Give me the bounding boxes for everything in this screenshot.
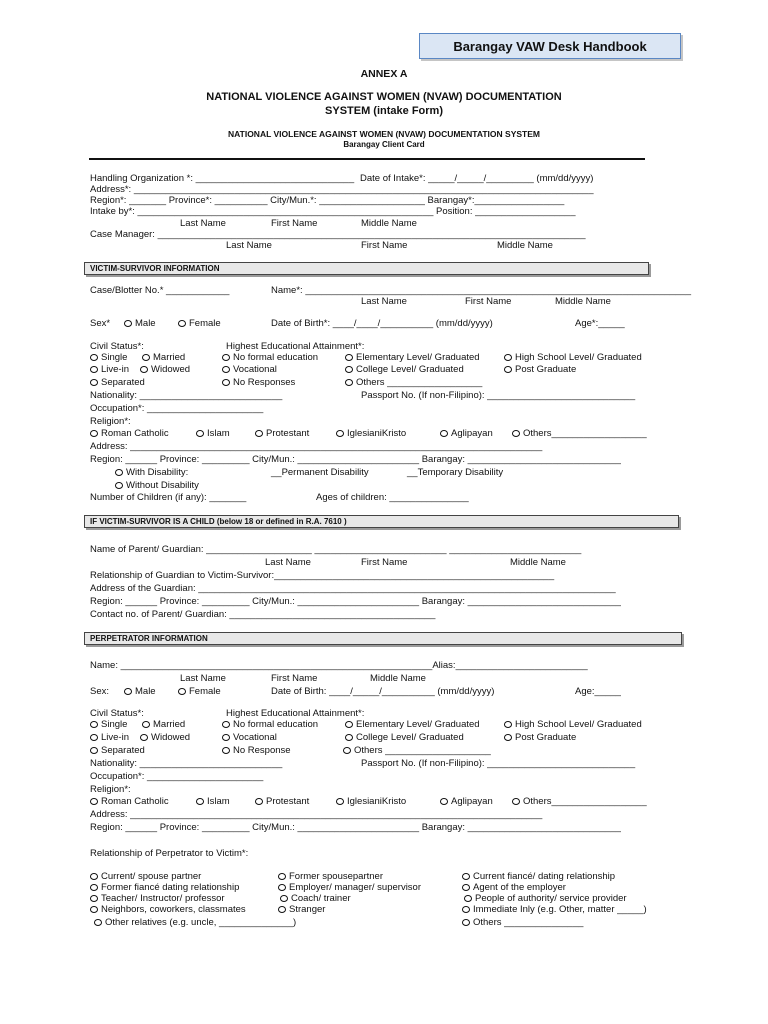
rel-current-spouse-radio[interactable]: Current/ spouse partner bbox=[90, 872, 201, 882]
perp-religion-label: Religion*: bbox=[90, 784, 131, 795]
rel-stranger-radio[interactable]: Stranger bbox=[278, 905, 325, 915]
victim-temporary-disability[interactable]: __Temporary Disability bbox=[407, 467, 504, 478]
radio-circle-icon bbox=[90, 721, 98, 728]
radio-circle-icon bbox=[504, 721, 512, 728]
parent-name-field[interactable]: Name of Parent/ Guardian: ____________________ _________________________ _________________________ bbox=[90, 544, 582, 555]
victim-roman-catholic-radio[interactable]: Roman Catholic bbox=[90, 429, 169, 439]
victim-address-field[interactable]: Address: ______________________________________________________________________________ bbox=[90, 441, 543, 452]
radio-circle-icon bbox=[124, 320, 132, 327]
radio-circle-icon bbox=[462, 884, 470, 891]
victim-passport-field[interactable]: Passport No. (If non-Filipino): ____________________________ bbox=[361, 390, 636, 401]
perp-elementary-radio[interactable]: Elementary Level/ Graduated bbox=[345, 720, 480, 730]
case-manager-field[interactable]: Case Manager: _________________________________________________________________________________ bbox=[90, 229, 586, 240]
victim-live-in-radio[interactable]: Live-in bbox=[90, 365, 129, 375]
victim-middle-name-label: Middle Name bbox=[555, 296, 611, 307]
radio-circle-icon bbox=[90, 798, 98, 805]
radio-circle-icon bbox=[222, 379, 230, 386]
radio-circle-icon bbox=[115, 469, 123, 476]
rel-neighbors-radio[interactable]: Neighbors, coworkers, classmates bbox=[90, 905, 246, 915]
victim-without-disability-radio[interactable]: Without Disability bbox=[115, 481, 199, 491]
victim-dob-field[interactable]: Date of Birth*: ____/____/__________ (mm/dd/yyyy) bbox=[271, 318, 493, 329]
victim-vocational-radio[interactable]: Vocational bbox=[222, 365, 277, 375]
victim-others-radio[interactable]: Others __________________ bbox=[345, 378, 482, 388]
victim-no-responses-radio[interactable]: No Responses bbox=[222, 378, 295, 388]
parent-middle-name-label: Middle Name bbox=[510, 557, 566, 568]
radio-circle-icon bbox=[504, 734, 512, 741]
rel-former-fiance-radio[interactable]: Former fiancé dating relationship bbox=[90, 883, 239, 893]
perp-separated-radio[interactable]: Separated bbox=[90, 746, 145, 756]
radio-circle-icon bbox=[90, 734, 98, 741]
case-blotter-field[interactable]: Case/Blotter No.* ____________ bbox=[90, 285, 230, 296]
rel-others-radio[interactable]: Others _______________ bbox=[462, 918, 583, 928]
radio-circle-icon bbox=[345, 379, 353, 386]
victim-college-radio[interactable]: College Level/ Graduated bbox=[345, 365, 464, 375]
perp-sex-male-radio[interactable]: Male bbox=[124, 687, 156, 697]
address-field[interactable]: Address*: _______________________________________________________________________________________ bbox=[90, 184, 594, 195]
rel-coach-radio[interactable]: Coach/ trainer bbox=[280, 894, 351, 904]
radio-circle-icon bbox=[464, 895, 472, 902]
handling-org-field[interactable]: Handling Organization *: ______________________________ bbox=[90, 173, 355, 184]
handbook-title-box: Barangay VAW Desk Handbook bbox=[419, 33, 681, 59]
perp-iglesia-radio[interactable]: IglesianiKristo bbox=[336, 797, 406, 807]
victim-sex-label: Sex* bbox=[90, 318, 111, 329]
perp-no-response-radio[interactable]: No Response bbox=[222, 746, 291, 756]
radio-circle-icon bbox=[142, 354, 150, 361]
perp-dob-field[interactable]: Date of Birth: ____/_____/__________ (mm/dd/yyyy) bbox=[271, 686, 495, 697]
victim-single-radio[interactable]: Single bbox=[90, 353, 127, 363]
radio-circle-icon bbox=[255, 798, 263, 805]
rel-agent-employer-radio[interactable]: Agent of the employer bbox=[462, 883, 566, 893]
perp-sex-female-radio[interactable]: Female bbox=[178, 687, 221, 697]
guardian-relationship-field[interactable]: Relationship of Guardian to Victim-Survivor:_____________________________________________________ bbox=[90, 570, 555, 581]
radio-circle-icon bbox=[90, 895, 98, 902]
victim-nationality-field[interactable]: Nationality: ___________________________ bbox=[90, 390, 283, 401]
radio-circle-icon bbox=[504, 366, 512, 373]
victim-first-name-label: First Name bbox=[465, 296, 512, 307]
guardian-region-row[interactable]: Region: ______ Province: _________ City/Mun.: _______________________ Barangay: _____________________________ bbox=[90, 596, 621, 607]
perp-no-formal-radio[interactable]: No formal education bbox=[222, 720, 318, 730]
radio-circle-icon bbox=[280, 895, 288, 902]
radio-circle-icon bbox=[196, 798, 204, 805]
perp-islam-radio[interactable]: Islam bbox=[196, 797, 230, 807]
perp-sex-label: Sex: bbox=[90, 686, 110, 697]
victim-islam-radio[interactable]: Islam bbox=[196, 429, 230, 439]
victim-education-label: Highest Educational Attainment*: bbox=[226, 341, 365, 352]
relationship-label: Relationship of Perpetrator to Victim*: bbox=[90, 848, 249, 859]
victim-permanent-disability[interactable]: __Permanent Disability bbox=[271, 467, 369, 478]
perp-middle-name-label: Middle Name bbox=[370, 673, 426, 684]
radio-circle-icon bbox=[462, 906, 470, 913]
victim-high-school-radio[interactable]: High School Level/ Graduated bbox=[504, 353, 642, 363]
radio-circle-icon bbox=[90, 884, 98, 891]
victim-ages-children-field[interactable]: Ages of children: _______________ bbox=[316, 492, 469, 503]
cm-first-name-label: First Name bbox=[361, 240, 408, 251]
radio-circle-icon bbox=[90, 366, 98, 373]
victim-last-name-label: Last Name bbox=[361, 296, 407, 307]
perp-name-field[interactable]: Name: ___________________________________________________________Alias:_________________________ bbox=[90, 660, 588, 671]
victim-civil-status-label: Civil Status*: bbox=[90, 341, 144, 352]
radio-circle-icon bbox=[278, 906, 286, 913]
perp-high-school-radio[interactable]: High School Level/ Graduated bbox=[504, 720, 642, 730]
radio-circle-icon bbox=[345, 721, 353, 728]
radio-circle-icon bbox=[90, 354, 98, 361]
victim-aglipayan-radio[interactable]: Aglipayan bbox=[440, 429, 493, 439]
perp-first-name-label: First Name bbox=[271, 673, 318, 684]
rel-former-spouse-radio[interactable]: Former spousepartner bbox=[278, 872, 383, 882]
victim-widowed-radio[interactable]: Widowed bbox=[140, 365, 190, 375]
victim-children-field[interactable]: Number of Children (if any): _______ bbox=[90, 492, 247, 503]
guardian-address-field[interactable]: Address of the Guardian: _______________________________________________________________________________ bbox=[90, 583, 616, 594]
victim-with-disability-radio[interactable]: With Disability: bbox=[115, 468, 188, 478]
radio-circle-icon bbox=[222, 721, 230, 728]
radio-circle-icon bbox=[512, 430, 520, 437]
region-row[interactable]: Region*: _______ Province*: __________ City/Mun.*: ____________________ Barangay*:_________________ bbox=[90, 195, 565, 206]
radio-circle-icon bbox=[255, 430, 263, 437]
victim-religion-others-radio[interactable]: Others__________________ bbox=[512, 429, 647, 439]
victim-religion-label: Religion*: bbox=[90, 416, 131, 427]
perp-address-field[interactable]: Address: ______________________________________________________________________________ bbox=[90, 809, 543, 820]
radio-circle-icon bbox=[140, 366, 148, 373]
rel-employer-radio[interactable]: Employer/ manager/ supervisor bbox=[278, 883, 421, 893]
victim-section-header: VICTIM-SURVIVOR INFORMATION bbox=[84, 262, 649, 275]
rel-teacher-radio[interactable]: Teacher/ Instructor/ professor bbox=[90, 894, 225, 904]
radio-circle-icon bbox=[90, 873, 98, 880]
radio-circle-icon bbox=[345, 366, 353, 373]
victim-protestant-radio[interactable]: Protestant bbox=[255, 429, 309, 439]
radio-circle-icon bbox=[440, 798, 448, 805]
perp-nationality-field[interactable]: Nationality: ___________________________ bbox=[90, 758, 283, 769]
radio-circle-icon bbox=[140, 734, 148, 741]
victim-sex-male-radio[interactable]: Male bbox=[124, 319, 156, 329]
radio-circle-icon bbox=[196, 430, 204, 437]
rel-current-fiance-radio[interactable]: Current fiancé/ dating relationship bbox=[462, 872, 615, 882]
annex-label: ANNEX A bbox=[360, 68, 408, 80]
header-rule bbox=[89, 158, 645, 160]
radio-circle-icon bbox=[462, 919, 470, 926]
perp-post-grad-radio[interactable]: Post Graduate bbox=[504, 733, 576, 743]
radio-circle-icon bbox=[512, 798, 520, 805]
perp-college-radio[interactable]: College Level/ Graduated bbox=[345, 733, 464, 743]
radio-circle-icon bbox=[90, 430, 98, 437]
cm-last-name-label: Last Name bbox=[226, 240, 272, 251]
perp-single-radio[interactable]: Single bbox=[90, 720, 127, 730]
intake-middle-name-label: Middle Name bbox=[361, 218, 417, 229]
radio-circle-icon bbox=[345, 354, 353, 361]
victim-separated-radio[interactable]: Separated bbox=[90, 378, 145, 388]
intake-by-field[interactable]: Intake by*: ________________________________________________________ Position: ___________________ bbox=[90, 206, 576, 217]
victim-no-formal-radio[interactable]: No formal education bbox=[222, 353, 318, 363]
radio-circle-icon bbox=[345, 734, 353, 741]
perp-age-field[interactable]: Age:_____ bbox=[575, 686, 621, 697]
radio-circle-icon bbox=[90, 747, 98, 754]
rel-authority-radio[interactable]: People of authority/ service provider bbox=[464, 894, 627, 904]
guardian-contact-field[interactable]: Contact no. of Parent/ Guardian: _______________________________________ bbox=[90, 609, 436, 620]
victim-sex-female-radio[interactable]: Female bbox=[178, 319, 221, 329]
radio-circle-icon bbox=[278, 884, 286, 891]
radio-circle-icon bbox=[504, 354, 512, 361]
radio-circle-icon bbox=[278, 873, 286, 880]
cm-middle-name-label: Middle Name bbox=[497, 240, 553, 251]
perp-education-label: Highest Educational Attainment*: bbox=[226, 708, 365, 719]
radio-circle-icon bbox=[343, 747, 351, 754]
perp-occupation-field[interactable]: Occupation*: ______________________ bbox=[90, 771, 264, 782]
rel-immediate-radio[interactable]: Immediate Inly (e.g. Other, matter _____) bbox=[462, 905, 647, 915]
perp-vocational-radio[interactable]: Vocational bbox=[222, 733, 277, 743]
radio-circle-icon bbox=[94, 919, 102, 926]
form-title-line2: SYSTEM (intake Form) bbox=[325, 105, 443, 117]
victim-elementary-radio[interactable]: Elementary Level/ Graduated bbox=[345, 353, 480, 363]
radio-circle-icon bbox=[222, 354, 230, 361]
child-section-header: IF VICTIM-SURVIVOR IS A CHILD (below 18 or defined in R.A. 7610 ) bbox=[84, 515, 679, 528]
perp-others-radio[interactable]: Others ____________________ bbox=[343, 746, 491, 756]
radio-circle-icon bbox=[336, 798, 344, 805]
radio-circle-icon bbox=[90, 906, 98, 913]
card-name: Barangay Client Card bbox=[343, 140, 425, 149]
radio-circle-icon bbox=[462, 873, 470, 880]
intake-last-name-label: Last Name bbox=[180, 218, 226, 229]
radio-circle-icon bbox=[178, 688, 186, 695]
radio-circle-icon bbox=[336, 430, 344, 437]
radio-circle-icon bbox=[90, 379, 98, 386]
perp-protestant-radio[interactable]: Protestant bbox=[255, 797, 309, 807]
radio-circle-icon bbox=[222, 747, 230, 754]
perp-religion-others-radio[interactable]: Others__________________ bbox=[512, 797, 647, 807]
rel-other-relatives-radio[interactable]: Other relatives (e.g. uncle, ______________) bbox=[94, 918, 296, 928]
intake-first-name-label: First Name bbox=[271, 218, 318, 229]
perp-aglipayan-radio[interactable]: Aglipayan bbox=[440, 797, 493, 807]
perp-civil-status-label: Civil Status*: bbox=[90, 708, 144, 719]
victim-region-row[interactable]: Region: ______ Province: _________ City/Mun.: _______________________ Barangay: _____________________________ bbox=[90, 454, 621, 465]
perp-last-name-label: Last Name bbox=[180, 673, 226, 684]
perp-live-in-radio[interactable]: Live-in bbox=[90, 733, 129, 743]
victim-post-grad-radio[interactable]: Post Graduate bbox=[504, 365, 576, 375]
perp-region-row[interactable]: Region: ______ Province: _________ City/Mun.: _______________________ Barangay: _____________________________ bbox=[90, 822, 621, 833]
system-name: NATIONAL VIOLENCE AGAINST WOMEN (NVAW) DOCUMENTATION SYSTEM bbox=[228, 129, 540, 139]
victim-age-field[interactable]: Age*:_____ bbox=[575, 318, 625, 329]
radio-circle-icon bbox=[440, 430, 448, 437]
radio-circle-icon bbox=[124, 688, 132, 695]
parent-last-name-label: Last Name bbox=[265, 557, 311, 568]
victim-occupation-field[interactable]: Occupation*: ______________________ bbox=[90, 403, 264, 414]
form-title-line1: NATIONAL VIOLENCE AGAINST WOMEN (NVAW) DOCUMENTATION bbox=[206, 91, 562, 103]
perp-roman-catholic-radio[interactable]: Roman Catholic bbox=[90, 797, 169, 807]
radio-circle-icon bbox=[115, 482, 123, 489]
perp-married-radio[interactable]: Married bbox=[142, 720, 185, 730]
perp-widowed-radio[interactable]: Widowed bbox=[140, 733, 190, 743]
radio-circle-icon bbox=[142, 721, 150, 728]
victim-iglesia-radio[interactable]: IglesianiKristo bbox=[336, 429, 406, 439]
date-of-intake-field[interactable]: Date of Intake*: _____/_____/_________ (mm/dd/yyyy) bbox=[360, 173, 594, 184]
victim-married-radio[interactable]: Married bbox=[142, 353, 185, 363]
parent-first-name-label: First Name bbox=[361, 557, 408, 568]
radio-circle-icon bbox=[178, 320, 186, 327]
perp-passport-field[interactable]: Passport No. (If non-Filipino): ____________________________ bbox=[361, 758, 636, 769]
victim-name-field[interactable]: Name*: _________________________________________________________________________ bbox=[271, 285, 692, 296]
radio-circle-icon bbox=[222, 734, 230, 741]
radio-circle-icon bbox=[222, 366, 230, 373]
perpetrator-section-header: PERPETRATOR INFORMATION bbox=[84, 632, 682, 645]
